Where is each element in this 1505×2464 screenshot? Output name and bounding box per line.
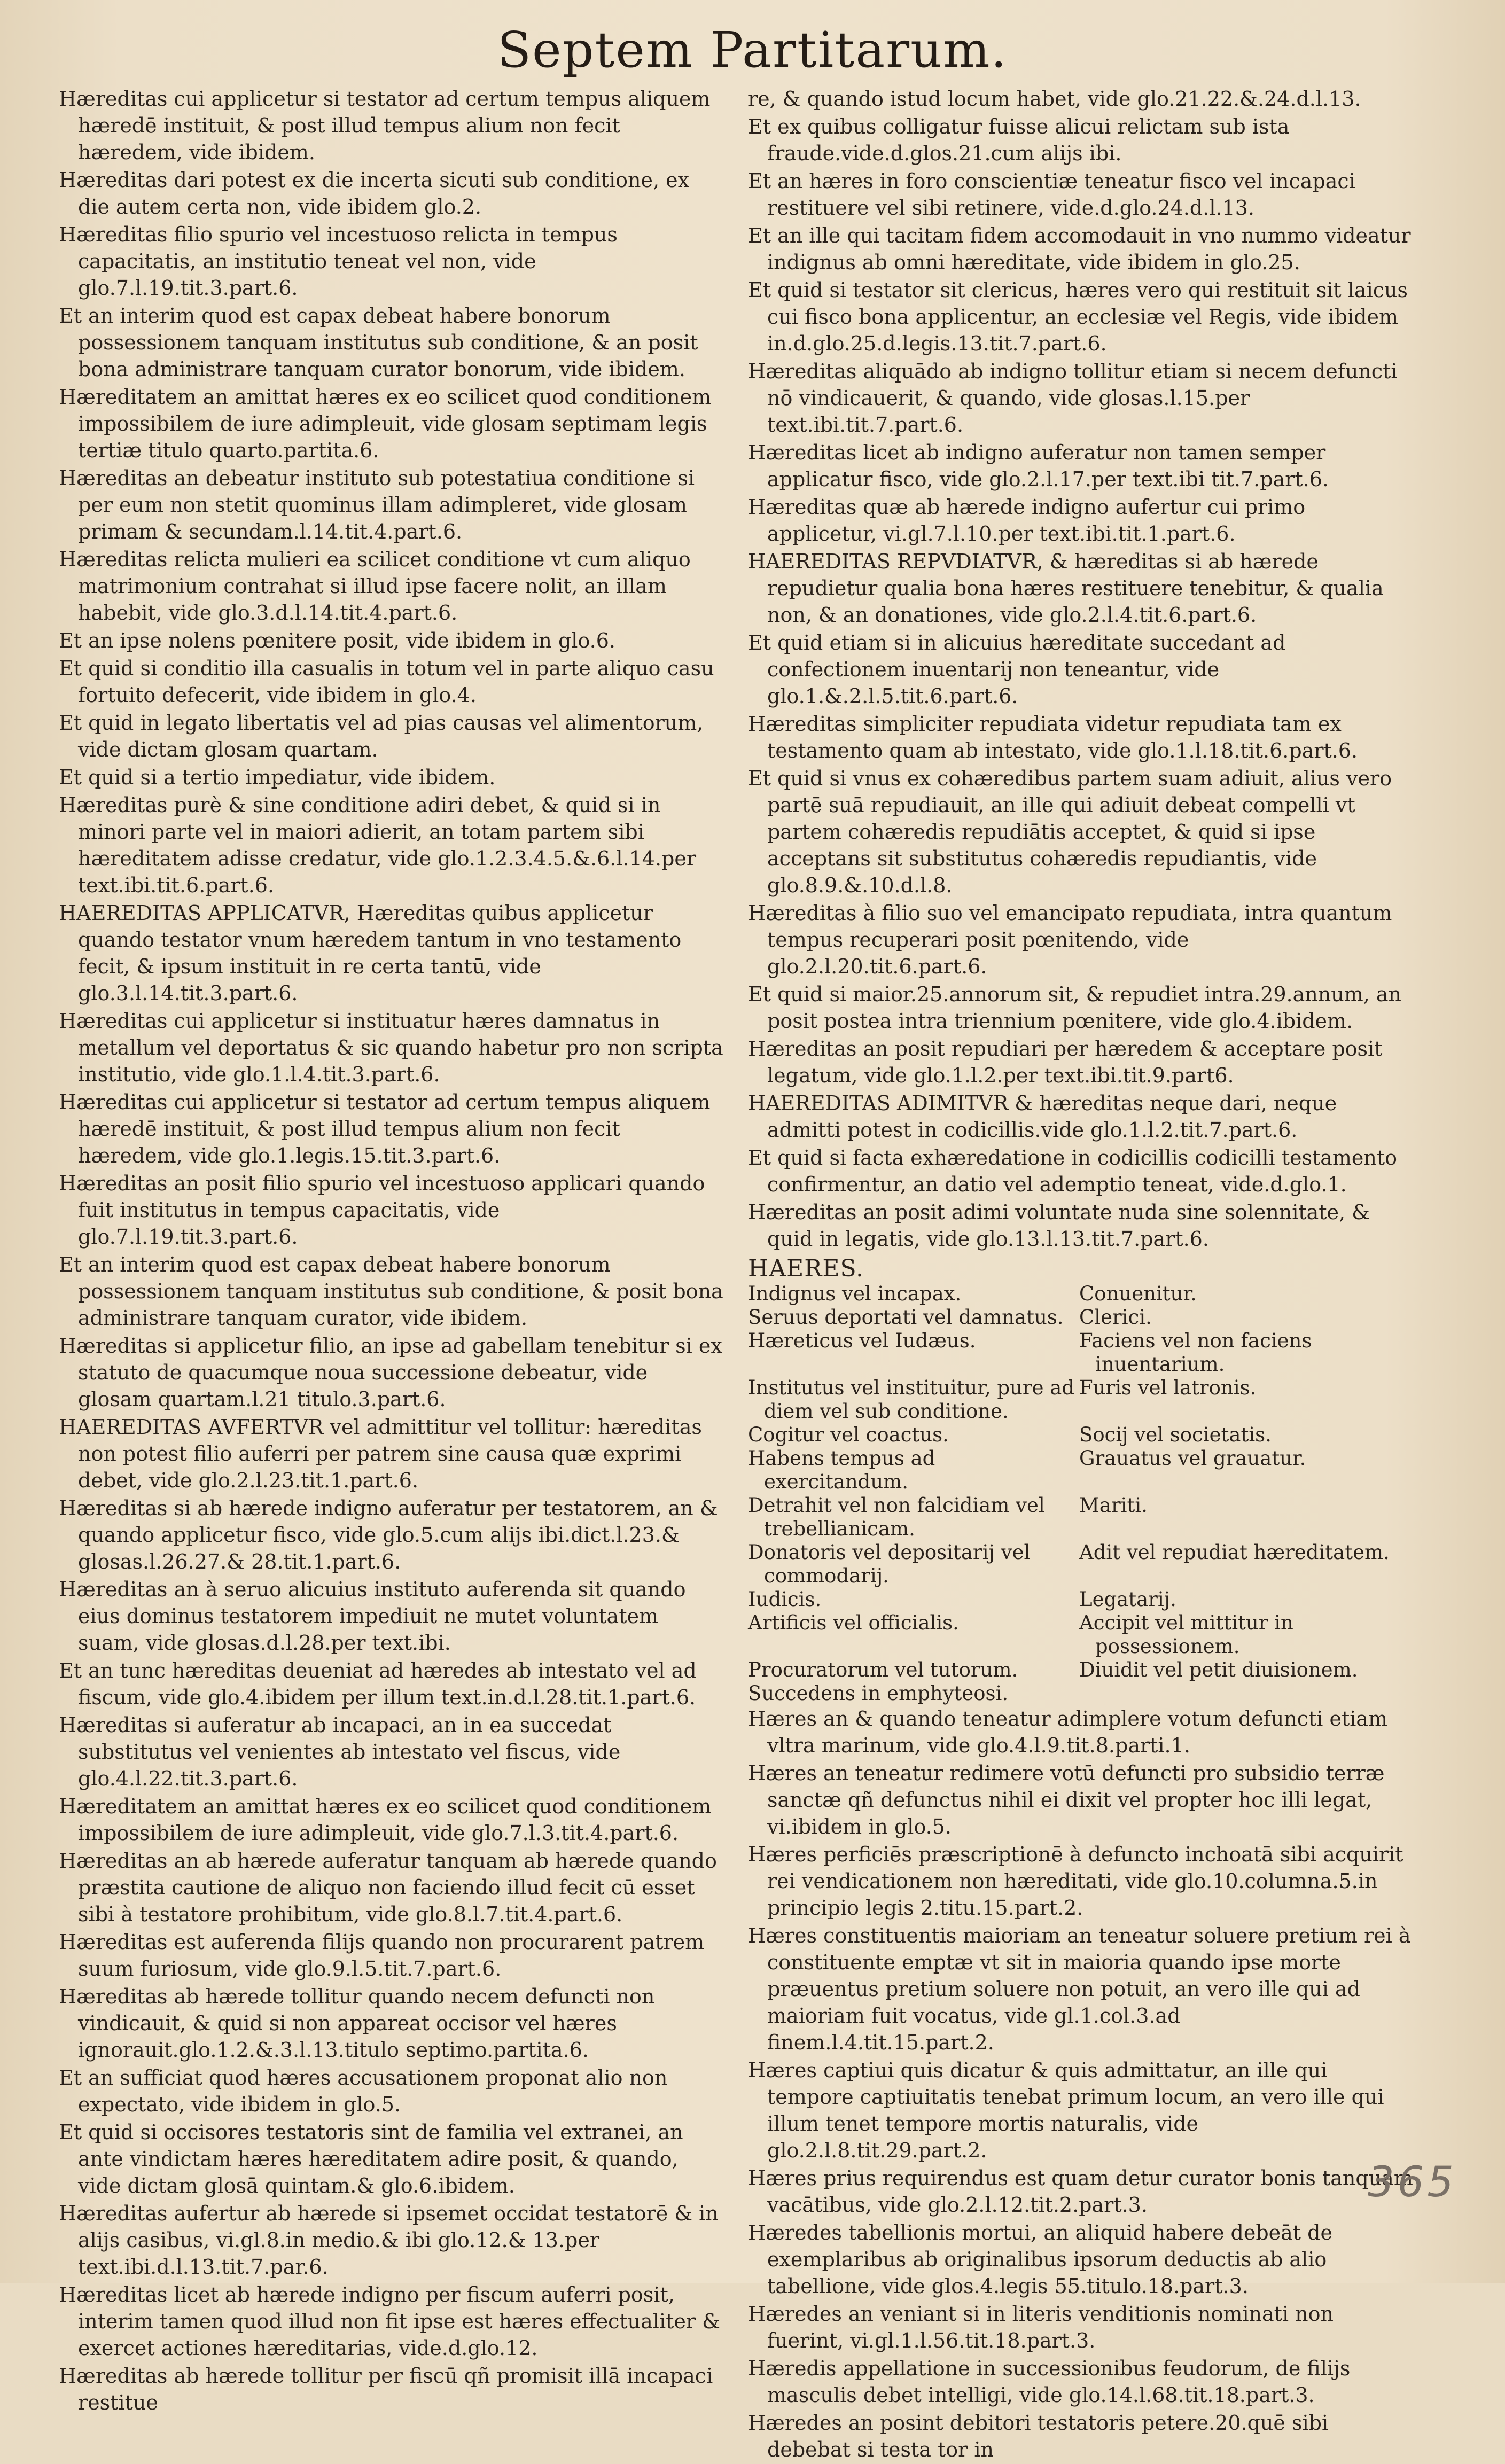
index-entry: Hæreditas si applicetur filio, an ipse ad gabellam tenebitur si ex statuto de quacumque noua successione debeatur, vide glosam quartam.l.21 titulo.3.part.6. (59, 1334, 722, 1411)
index-entry: Hæres captiui quis dicatur & quis admittatur, an ille qui tempore captiuitatis tenebat primum locum, an vero ille qui illum tenet tempore mortis naturalis, vide glo.2.l.8.tit.29.part.2. (748, 2058, 1384, 2162)
cross-ref-item: Indignus vel incapax. (748, 1282, 962, 1305)
cross-ref-item: Succedens in emphyteosi. (748, 1682, 1009, 1705)
index-entry: Hæredes an veniant si in literis venditionis nominati non fuerint, vi.gl.1.l.56.tit.18.part.3. (748, 2302, 1334, 2352)
index-entry: Hæreditas aliquādo ab indigno tollitur etiam si necem defuncti nō vindicauerit, & quando, vide glosas.l.15.per text.ibi.tit.7.part.6. (748, 360, 1398, 436)
index-entry: Hæreditas an debeatur instituto sub potestatiua conditione si per eum non stetit quominus illam adimpleret, vide glosam primam & secundam.l.14.tit.4.part.6. (59, 466, 695, 543)
cross-ref-item: Legatarij. (1079, 1588, 1176, 1611)
index-entry: Et quid si occisores testatoris sint de familia vel extranei, an ante vindictam hæres hæreditatem adire posit, & quando, vide dictam glosā quintam.& glo.6.ibidem. (59, 2120, 683, 2197)
index-entry: Hæres an teneatur redimere votū defuncti pro subsidio terræ sanctæ qñ defunctus nihil ei dixit vel propter hoc illi legat, vi.ibidem in glo.5. (748, 1761, 1385, 1838)
index-entry: HAEREDITAS APPLICATVR, Hæreditas quibus applicetur quando testator vnum hæredem tantum in vno testamento fecit, & ipsum instituit in re certa tantū, vide glo.3.l.14.tit.3.part.6. (59, 901, 682, 1005)
index-entry: Hæreditas quæ ab hærede indigno aufertur cui primo applicetur, vi.gl.7.l.10.per text.ibi.tit.1.part.6. (748, 495, 1306, 545)
index-entry: Et an hæres in foro conscientiæ teneatur fisco vel incapaci restituere vel sibi retinere, vide.d.glo.24.d.l.13. (748, 169, 1355, 220)
cross-ref-item: Hæreticus vel Iudæus. (748, 1329, 976, 1352)
index-entry: Hæredis appellatione in successionibus feudorum, de filijs masculis debet intelligi, vide glo.14.l.68.tit.18.part.3. (748, 2357, 1351, 2407)
index-entry: Hæreditas aufertur ab hærede si ipsemet occidat testatorē & in alijs casibus, vi.gl.8.in medio.& ibi glo.12.& 13.per text.ibi.d.l.13.tit.7.par.6. (59, 2202, 719, 2279)
cross-ref-item: Clerici. (1079, 1306, 1152, 1329)
index-entry: Et quid si conditio illa casualis in totum vel in parte aliquo casu fortuito defecerit, vide ibidem in glo.4. (59, 657, 714, 707)
index-entry: Hæredes an posint debitori testatoris petere.20.quē sibi debebat si testa tor in (748, 2411, 1329, 2461)
index-entry: Hæreditas an à seruo alicuius instituto auferenda sit quando eius dominus testatorem impediuit ne mutet voluntatem suam, vide glosas.d.l.28.per text.ibi. (59, 1578, 686, 1655)
index-entry: Hæreditatem an amittat hæres ex eo scilicet quod conditionem impossibilem de iure adimpleuit, vide glosam septimam legis tertiæ titulo quarto.partita.6. (59, 385, 712, 462)
cross-ref-item: Socij vel societatis. (1079, 1423, 1272, 1446)
index-entry: Et quid si testator sit clericus, hæres vero qui restituit sit laicus cui fisco bona applicentur, an ecclesiæ vel Regis, vide ibidem in.d.glo.25.d.legis.13.tit.7.part.6. (748, 278, 1408, 355)
cross-ref-item: Grauatus vel grauatur. (1079, 1447, 1306, 1470)
index-entry: Hæreditas dari potest ex die incerta sicuti sub conditione, ex die autem certa non, vide ibidem glo.2. (59, 168, 690, 219)
index-entry: Et an tunc hæreditas deueniat ad hæredes ab intestato vel ad fiscum, vide glo.4.ibidem per illum text.in.d.l.28.tit.1.part.6. (59, 1659, 697, 1709)
cross-ref-item: Adit vel repudiat hæreditatem. (1079, 1541, 1390, 1564)
index-entry: Hæreditas ab hærede tollitur quando necem defuncti non vindicauit, & quid si non appareat occisor vel hæres ignorauit.glo.1.2.&.3.l.13.titulo septimo.partita.6. (59, 1985, 655, 2062)
cross-ref-item: Artificis vel officialis. (748, 1611, 959, 1634)
right-column (748, 85, 1413, 2464)
index-entry: Hæreditas purè & sine conditione adiri debet, & quid si in minori parte vel in maiori adierit, an totam partem sibi hæreditatem adisse credatur, vide glo.1.2.3.4.5.&.6.l.14.per text.ibi.tit.6.part.6. (59, 793, 696, 897)
cross-ref-grid (748, 1282, 1413, 1705)
index-entry: Hæreditas an posit repudiari per hæredem & acceptare posit legatum, vide glo.1.l.2.per text.ibi.tit.9.part6. (748, 1037, 1383, 1087)
index-entry: Hæres constituentis maioriam an teneatur soluere pretium rei à constituente emptæ vt sit in maioria quando ipse morte præuentus pretium soluere non potuit, an vero ille qui ad maioriam fuit vocatus, vide gl.1.col.3.ad finem.l.4.tit.15.part.2. (748, 1924, 1411, 2054)
index-entry: Et quid si maior.25.annorum sit, & repudiet intra.29.annum, an posit postea intra triennium pœnitere, vide glo.4.ibidem. (748, 983, 1402, 1033)
index-entry: Hæreditas si auferatur ab incapaci, an in ea succedat substitutus vel venientes ab intestato vel fiscus, vide glo.4.l.22.tit.3.part.6. (59, 1713, 621, 1790)
index-entry: Hæreditas licet ab hærede indigno per fiscum auferri posit, interim tamen quod illud non fit ipse est hæres effectualiter & exercet actiones hæreditarias, vide.d.glo.12. (59, 2283, 720, 2360)
index-entry: Et an interim quod est capax debeat habere bonorum possessionem tanquam institutus sub conditione, & posit bona administrare tanquam curator, vide ibidem. (59, 1253, 723, 1330)
cross-ref-item: Institutus vel instituitur, pure ad diem vel sub conditione. (748, 1376, 1075, 1423)
index-entry: Hæreditatem an amittat hæres ex eo scilicet quod conditionem impossibilem de iure adimpleuit, vide glo.7.l.3.tit.4.part.6. (59, 1795, 712, 1845)
index-entry: Hæres perficiēs præscriptionē à defuncto inchoatā sibi acquirit rei vendicationem non hæreditati, vide glo.10.columna.5.in principio legis 2.titu.15.part.2. (748, 1843, 1403, 1920)
index-entry: Et an ille qui tacitam fidem accomodauit in vno nummo videatur indignus ab omni hæreditate, vide ibidem in glo.25. (748, 224, 1411, 274)
index-entry: Et an sufficiat quod hæres accusationem proponat alio non expectato, vide ibidem in glo.5. (59, 2066, 668, 2116)
cross-ref-item: Cogitur vel coactus. (748, 1423, 949, 1446)
index-entry: Hæreditas licet ab indigno auferatur non tamen semper applicatur fisco, vide glo.2.l.17.per text.ibi tit.7.part.6. (748, 441, 1329, 491)
index-entry: HAEREDITAS REPVDIATVR, & hæreditas si ab hærede repudietur qualia bona hæres restituere tenebitur, & qualia non, & an donationes, vide glo.2.l.4.tit.6.part.6. (748, 550, 1384, 627)
cross-ref-item: Detrahit vel non falcidiam vel trebellianicam. (748, 1494, 1045, 1540)
index-entry: HAEREDITAS ADIMITVR & hæreditas neque dari, neque admitti potest in codicillis.vide glo.1.l.2.tit.7.part.6. (748, 1091, 1337, 1142)
index-entry: Et quid si vnus ex cohæredibus partem suam adiuit, alius vero partē suā repudiauit, an ille qui adiuit debeat compelli vt partem cohæredis repudiātis acceptet, & quid si ipse acceptans sit substitutus cohæredis repudiantis, vide glo.8.9.&.10.d.l.8. (748, 767, 1392, 897)
index-entry: re, & quando istud locum habet, vide glo.21.22.&.24.d.l.13. (748, 87, 1361, 111)
index-entry: Hæreditas an posit filio spurio vel incestuoso applicari quando fuit institutus in tempus capacitatis, vide glo.7.l.19.tit.3.part.6. (59, 1172, 705, 1249)
index-entry: Hæreditas à filio suo vel emancipato repudiata, intra quantum tempus recuperari posit pœnitendo, vide glo.2.l.20.tit.6.part.6. (748, 901, 1392, 978)
index-entry: Hæredes tabellionis mortui, an aliquid habere debeāt de exemplaribus ab originalibus ipsorum deductis ab alio tabellione, vide glos.4.legis 55.titulo.18.part.3. (748, 2221, 1332, 2298)
right-entries-bottom (748, 1705, 1413, 2463)
right-entries-top (748, 85, 1413, 1252)
index-entry: Hæreditas an ab hærede auferatur tanquam ab hærede quando præstita cautione de aliquo non faciendo illud fecit cū esset sibi à testatore prohibitum, vide glo.8.l.7.tit.4.part.6. (59, 1849, 717, 1926)
index-entry: Et quid si facta exhæredatione in codicillis codicilli testamento confirmentur, an datio vel ademptio teneat, vide.d.glo.1. (748, 1146, 1398, 1196)
cross-ref-item: Donatoris vel depositarij vel commodarij. (748, 1541, 1031, 1587)
cross-ref-item: Conuenitur. (1079, 1282, 1197, 1305)
index-entry: Hæreditas cui applicetur si testator ad certum tempus aliquem hæredē instituit, & post illud tempus alium non fecit hæredem, vide ibidem. (59, 87, 711, 164)
index-entry: Et quid etiam si in alicuius hæreditate succedant ad confectionem inuentarij non teneantur, vide glo.1.&.2.l.5.tit.6.part.6. (748, 631, 1286, 708)
cross-ref-item: Diuidit vel petit diuisionem. (1079, 1658, 1358, 1681)
folio-number: 365 (1368, 2158, 1457, 2206)
index-entry: Hæreditas filio spurio vel incestuoso relicta in tempus capacitatis, an institutio teneat vel non, vide glo.7.l.19.tit.3.part.6. (59, 223, 618, 300)
index-entry: Et quid in legato libertatis vel ad pias causas vel alimentorum, vide dictam glosam quartam. (59, 711, 704, 761)
index-entry: Et quid si a tertio impediatur, vide ibidem. (59, 766, 496, 789)
index-entry: Hæreditas simpliciter repudiata videtur repudiata tam ex testamento quam ab intestato, vide glo.1.l.18.tit.6.part.6. (748, 712, 1358, 762)
index-entry: Hæreditas ab hærede tollitur per fiscū qñ promisit illā incapaci restitue (59, 2364, 713, 2414)
cross-ref-item: Furis vel latronis. (1079, 1376, 1257, 1399)
cross-ref-item: Procuratorum vel tutorum. (748, 1658, 1018, 1681)
index-entry: Hæreditas est auferenda filijs quando non procurarent patrem suum furiosum, vide glo.9.l.5.tit.7.part.6. (59, 1930, 705, 1980)
cross-ref-item: Seruus deportati vel damnatus. (748, 1306, 1064, 1329)
index-entry: Hæreditas si ab hærede indigno auferatur per testatorem, an & quando applicetur fisco, vide glo.5.cum alijs ibi.dict.l.23.& glosas.l.26.27.& 28.tit.1.part.6. (59, 1496, 718, 1573)
index-entry: Et an interim quod est capax debeat habere bonorum possessionem tanquam institutus sub conditione, & an posit bona administrare tanquam curator bonorum, vide ibidem. (59, 304, 698, 381)
index-entry: Et an ipse nolens pœnitere posit, vide ibidem in glo.6. (59, 629, 615, 652)
cross-ref-item: Habens tempus ad exercitandum. (748, 1447, 935, 1493)
index-entry: Hæres an & quando teneatur adimplere votum defuncti etiam vltra marinum, vide glo.4.l.9.tit.8.parti.1. (748, 1707, 1388, 1757)
index-entry: Hæreditas cui applicetur si instituatur hæres damnatus in metallum vel deportatus & sic quando habetur pro non scripta institutio, vide glo.1.l.4.tit.3.part.6. (59, 1009, 723, 1086)
page-header: Septem Partitarum. (497, 21, 1008, 79)
index-entry: Hæreditas relicta mulieri ea scilicet conditione vt cum aliquo matrimonium contrahat si illud ipse facere nolit, an illam habebit, vide glo.3.d.l.14.tit.4.part.6. (59, 548, 691, 625)
index-entry: Hæreditas an posit adimi voluntate nuda sine solennitate, & quid in legatis, vide glo.13.l.13.tit.7.part.6. (748, 1200, 1370, 1251)
left-column (59, 85, 724, 2417)
index-entry: Hæreditas cui applicetur si testator ad certum tempus aliquem hæredē instituit, & post illud tempus alium non fecit hæredem, vide glo.1.legis.15.tit.3.part.6. (59, 1090, 711, 1167)
index-entry: Et ex quibus colligatur fuisse alicui relictam sub ista fraude.vide.d.glos.21.cum alijs ibi. (748, 115, 1290, 165)
index-entry: HAEREDITAS AVFERTVR vel admittitur vel tollitur: hæreditas non potest filio auferri per patrem sine causa quæ exprimi debet, vide glo.2.l.23.tit.1.part.6. (59, 1415, 702, 1492)
cross-ref-item: Mariti. (1079, 1494, 1148, 1517)
cross-ref-item: Iudicis. (748, 1588, 822, 1611)
cross-ref-item: Faciens vel non faciens inuentarium. (1079, 1329, 1312, 1376)
cross-ref-title: HAERES. (748, 1255, 864, 1282)
cross-ref-item: Accipit vel mittitur in possessionem. (1079, 1611, 1293, 1658)
index-entry: Hæres prius requirendus est quam detur curator bonis tanquam vacātibus, vide glo.2.l.12.tit.2.part.3. (748, 2166, 1413, 2217)
